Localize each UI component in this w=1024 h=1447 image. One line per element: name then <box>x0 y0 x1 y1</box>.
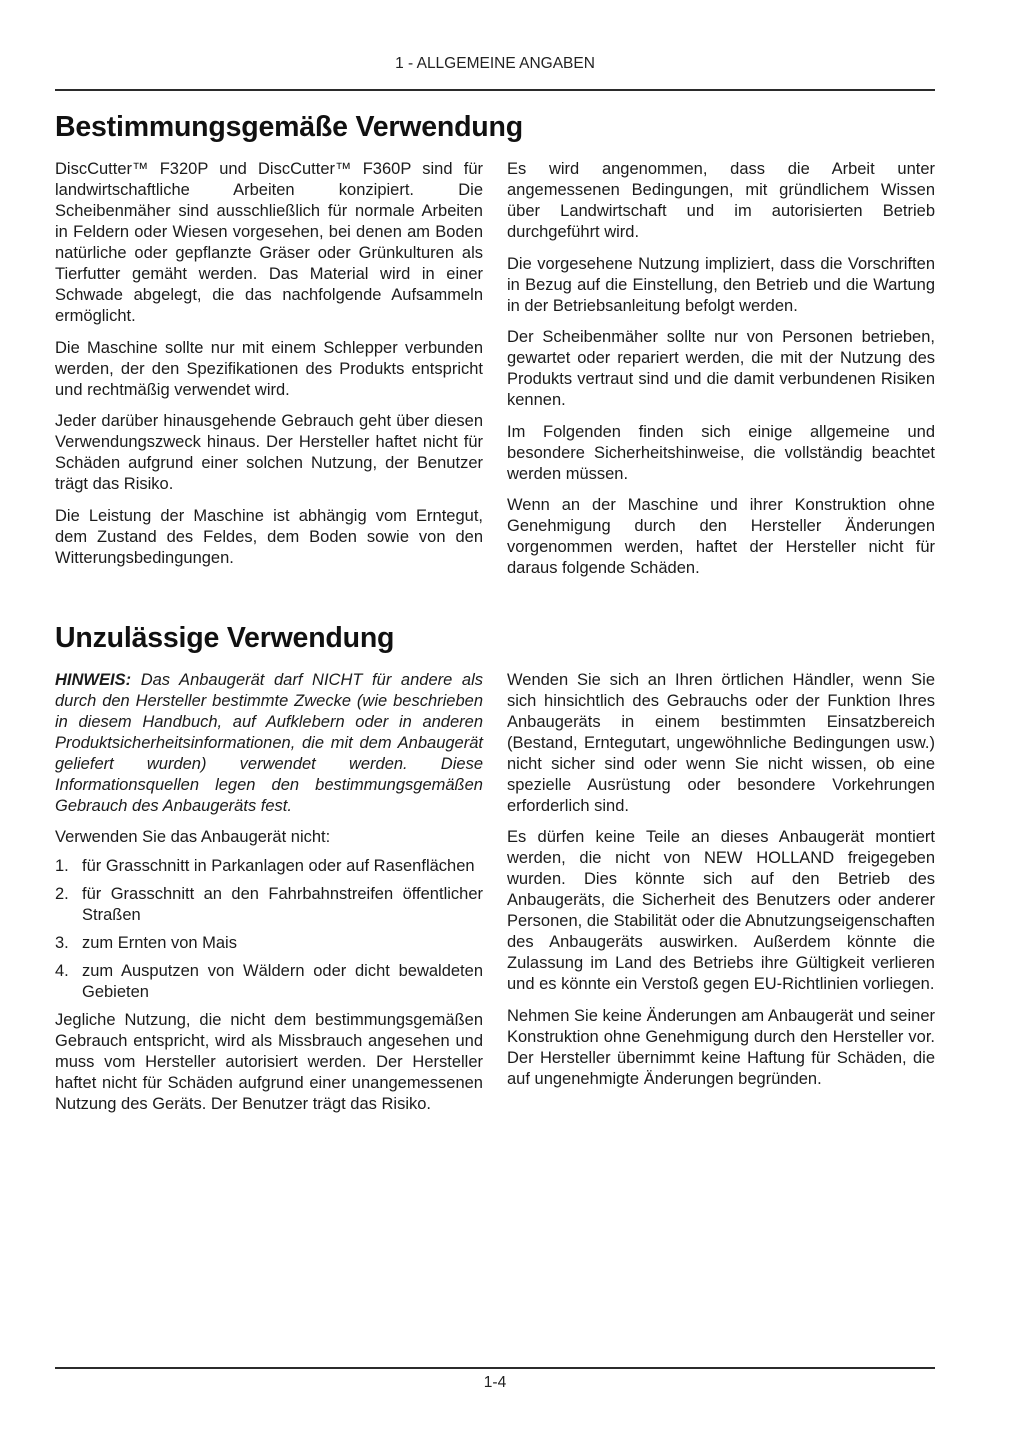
list-item <box>55 933 483 954</box>
section-title-intended-use: Bestimmungsgemäße Verwendung <box>55 111 523 143</box>
paragraph: Jeder darüber hinausgehende Gebrauch geht über diesen Verwendungszweck hinaus. Der Hersteller haftet nicht für Schäden aufgrund einer solchen Nutzung, der Benutzer trägt das Risiko. <box>55 412 483 493</box>
list-item-number: 4. <box>55 962 69 980</box>
paragraph: Nehmen Sie keine Änderungen am Anbaugerät und seiner Konstruktion ohne Genehmigung durch den Hersteller vor. Der Hersteller übernimmt keine Haftung für Schäden, die auf ungenehmigte Änderungen begründen. <box>507 1006 935 1088</box>
list-item-number: 2. <box>55 885 69 903</box>
running-header: 1 - ALLGEMEINE ANGABEN <box>395 55 595 72</box>
paragraph: DiscCutter™ F320P und DiscCutter™ F360P sind für landwirtschaftliche Arbeiten konzipiert. Die Scheibenmäher sind ausschließlich für normale Arbeiten in Feldern oder Wiesen vorgesehen, bei denen am Boden natürliche oder gepflanzte Gräser oder Grünkulturen als Tierfutter gemäht werden. Das Material wird in einer Schwade abgelegt, die das nachfolgende Aufsammeln ermöglicht. <box>55 160 483 325</box>
page-footer <box>55 1367 935 1392</box>
paragraph: Es wird angenommen, dass die Arbeit unter angemessenen Bedingungen, mit gründlichem Wissen über Landwirtschaft und im autorisierten Betrieb durchgeführt wird. <box>507 160 935 241</box>
section1-columns <box>55 159 935 590</box>
list-item <box>55 856 483 877</box>
section2-columns <box>55 670 935 1126</box>
paragraph: Wenden Sie sich an Ihren örtlichen Händler, wenn Sie sich hinsichtlich des Gebrauchs oder der Funktion Ihres Anbaugeräts in einem bestimmten Einsatzbereich (Bestand, Erntegutart, ungewöhnliche Bedingungen usw.) nicht sicher sind oder wenn Sie nicht wissen, ob eine spezielle Ausrüstung oder besondere Vorkehrungen erforderlich sind. <box>507 670 935 815</box>
section-title-prohibited-use: Unzulässige Verwendung <box>55 621 395 654</box>
prohibited-use-list <box>55 856 483 1003</box>
list-item <box>55 961 483 1003</box>
section1-right-column <box>507 159 935 590</box>
header-rule <box>55 89 935 91</box>
list-intro: Verwenden Sie das Anbaugerät nicht: <box>55 828 331 846</box>
section2-left-column <box>55 670 483 1126</box>
list-item-number: 1. <box>55 857 69 875</box>
paragraph: Der Scheibenmäher sollte nur von Personen betrieben, gewartet oder repariert werden, die mit der Nutzung des Produkts vertraut sind und die damit verbundenen Risiken kennen. <box>507 328 935 409</box>
paragraph: Die vorgesehene Nutzung impliziert, dass die Vorschriften in Bezug auf die Einstellung, den Betrieb und die Wartung in der Betriebsanleitung befolgt werden. <box>507 254 935 315</box>
paragraph: Wenn an der Maschine und ihrer Konstruktion ohne Genehmigung durch den Hersteller Änderungen vorgenommen werden, haftet der Hersteller nicht für daraus folgende Schäden. <box>507 496 935 577</box>
list-item-text: zum Ernten von Mais <box>82 934 237 952</box>
notice-label: HINWEIS: <box>55 670 132 689</box>
paragraph: Die Leistung der Maschine ist abhängig vom Erntegut, dem Zustand des Feldes, dem Boden sowie von den Witterungsbedingungen. <box>55 506 483 567</box>
notice-paragraph <box>55 670 483 817</box>
list-item-text: für Grasschnitt an den Fahrbahnstreifen öffentlicher Straßen <box>82 885 483 924</box>
notice-text: Das Anbaugerät darf NICHT für andere als durch den Hersteller bestimmte Zwecke (wie beschrieben in diesem Handbuch, auf Aufklebern oder in anderen Produktsicherheitsinformationen, die mit dem Anbaugerät geliefert wurden) verwendet werden. Diese Informationsquellen legen den bestimmungsgemäßen Gebrauch des Anbaugeräts fest. <box>55 670 484 815</box>
page-content <box>55 0 935 1126</box>
list-item-text: zum Ausputzen von Wäldern oder dicht bewaldeten Gebieten <box>82 962 483 1001</box>
paragraph: Es dürfen keine Teile an dieses Anbaugerät montiert werden, die nicht von NEW HOLLAND freigegeben wurden. Dies könnte sich auf den Betrieb des Anbaugeräts, die Sicherheit des Benutzers oder anderer Personen, die Stabilität oder die Abnutzungseigenschaften des Anbaugeräts auswirken. Außerdem könnte die Zulassung im Land des Betriebs ihre Gültigkeit verlieren und es könnte ein Verstoß gegen EU-Richtlinien vorliegen. <box>507 828 935 993</box>
page-number: 1-4 <box>483 1374 507 1391</box>
section2-right-column <box>507 670 935 1126</box>
section1-left-column <box>55 159 483 590</box>
paragraph: Die Maschine sollte nur mit einem Schlepper verbunden werden, der den Spezifikationen des Produkts entspricht und rechtmäßig verwendet wird. <box>55 338 483 399</box>
list-item-text: für Grasschnitt in Parkanlagen oder auf Rasenflächen <box>82 857 475 875</box>
paragraph: Jegliche Nutzung, die nicht dem bestimmungsgemäßen Gebrauch entspricht, wird als Missbrauch angesehen und muss vom Hersteller autorisiert werden. Der Hersteller haftet nicht für Schäden aufgrund einer unangemessenen Nutzung des Geräts. Der Benutzer trägt das Risiko. <box>55 1011 483 1113</box>
list-item-number: 3. <box>55 934 69 952</box>
list-item <box>55 884 483 926</box>
paragraph: Im Folgenden finden sich einige allgemeine und besondere Sicherheitshinweise, die vollständig beachtet werden müssen. <box>507 422 935 483</box>
